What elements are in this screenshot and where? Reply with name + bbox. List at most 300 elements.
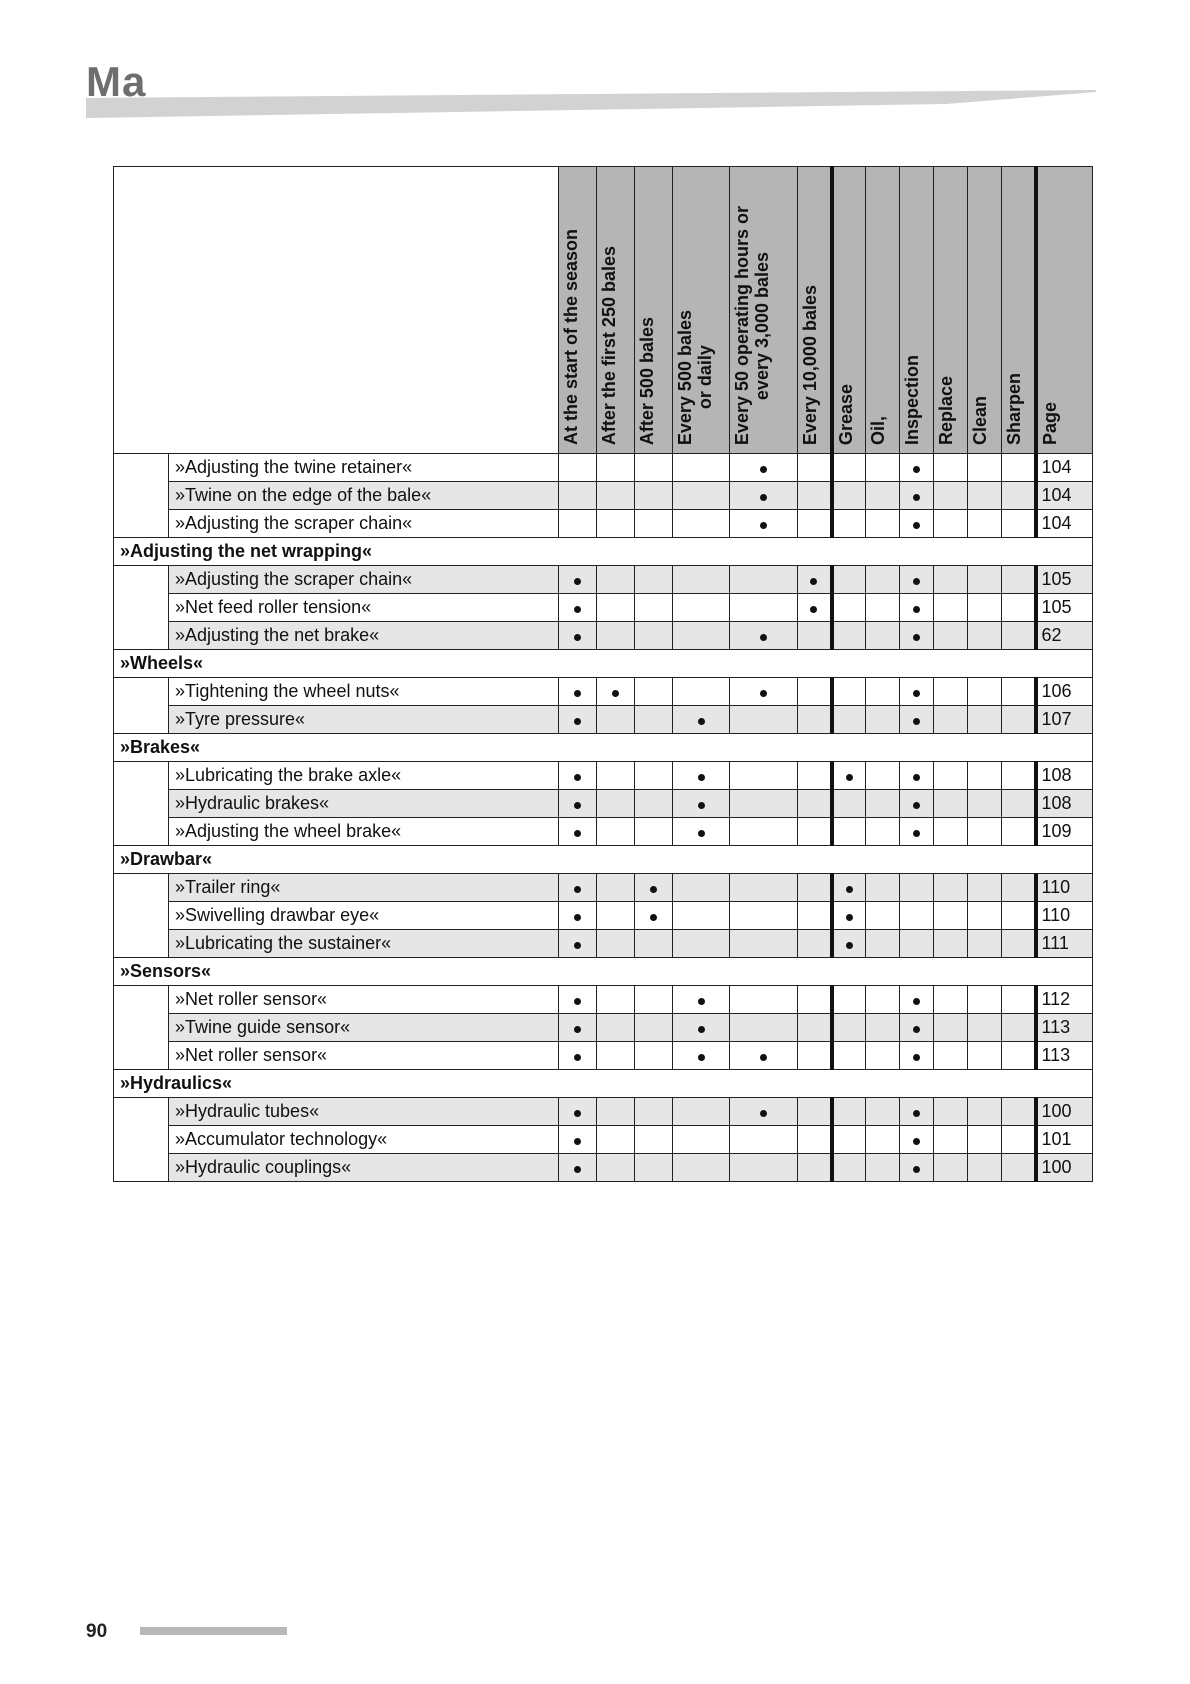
mark-cell bbox=[673, 1042, 730, 1070]
mark-cell bbox=[900, 482, 934, 510]
mark-cell bbox=[673, 1014, 730, 1042]
table-row bbox=[114, 1154, 1093, 1182]
mark-cell bbox=[968, 1098, 1002, 1126]
bullet-dot bbox=[760, 634, 767, 641]
col-header-action: Inspection bbox=[900, 167, 934, 454]
mark-cell bbox=[597, 1014, 635, 1042]
mark-cell bbox=[673, 622, 730, 650]
page-ref: 104 bbox=[1036, 454, 1093, 482]
mark-cell bbox=[635, 678, 673, 706]
mark-cell bbox=[635, 454, 673, 482]
mark-cell bbox=[635, 762, 673, 790]
bullet-dot bbox=[913, 1138, 920, 1145]
table-row bbox=[114, 594, 1093, 622]
mark-cell bbox=[1002, 706, 1036, 734]
mark-cell bbox=[673, 986, 730, 1014]
mark-cell bbox=[934, 1098, 968, 1126]
chapter-title: Ma bbox=[86, 58, 147, 105]
mark-cell bbox=[597, 1042, 635, 1070]
indent-cell bbox=[114, 1098, 169, 1182]
mark-cell bbox=[866, 902, 900, 930]
indent-cell bbox=[114, 874, 169, 958]
mark-cell bbox=[968, 622, 1002, 650]
indent-cell bbox=[114, 678, 169, 734]
bullet-dot bbox=[574, 634, 581, 641]
mark-cell bbox=[866, 1098, 900, 1126]
table-row bbox=[114, 678, 1093, 706]
mark-cell bbox=[866, 510, 900, 538]
mark-cell bbox=[968, 986, 1002, 1014]
mark-cell bbox=[559, 818, 597, 846]
table-row bbox=[114, 1014, 1093, 1042]
mark-cell bbox=[559, 510, 597, 538]
page-ref: 110 bbox=[1036, 874, 1093, 902]
table-row bbox=[114, 818, 1093, 846]
bullet-dot bbox=[810, 578, 817, 585]
mark-cell bbox=[597, 902, 635, 930]
indent-cell bbox=[114, 566, 169, 650]
mark-cell bbox=[798, 1014, 832, 1042]
mark-cell bbox=[635, 1014, 673, 1042]
page-ref: 104 bbox=[1036, 482, 1093, 510]
mark-cell bbox=[866, 790, 900, 818]
col-header-interval: At the start of the season bbox=[559, 167, 597, 454]
mark-cell bbox=[832, 818, 866, 846]
task-label: »Twine on the edge of the bale« bbox=[169, 482, 559, 510]
mark-cell bbox=[900, 1154, 934, 1182]
mark-cell bbox=[597, 986, 635, 1014]
mark-cell bbox=[730, 874, 798, 902]
bullet-dot bbox=[574, 690, 581, 697]
table-row bbox=[114, 762, 1093, 790]
task-label: »Accumulator technology« bbox=[169, 1126, 559, 1154]
mark-cell bbox=[559, 1042, 597, 1070]
mark-cell bbox=[730, 1098, 798, 1126]
mark-cell bbox=[934, 1014, 968, 1042]
mark-cell bbox=[866, 874, 900, 902]
bullet-dot bbox=[913, 494, 920, 501]
bullet-dot bbox=[913, 998, 920, 1005]
page-ref: 110 bbox=[1036, 902, 1093, 930]
mark-cell bbox=[866, 818, 900, 846]
mark-cell bbox=[597, 790, 635, 818]
mark-cell bbox=[934, 1154, 968, 1182]
mark-cell bbox=[900, 986, 934, 1014]
bullet-dot bbox=[574, 774, 581, 781]
mark-cell bbox=[832, 594, 866, 622]
mark-cell bbox=[934, 762, 968, 790]
col-header-action: Grease bbox=[832, 167, 866, 454]
bullet-dot bbox=[574, 998, 581, 1005]
mark-cell bbox=[559, 930, 597, 958]
mark-cell bbox=[900, 1014, 934, 1042]
table-row bbox=[114, 454, 1093, 482]
task-label: »Tightening the wheel nuts« bbox=[169, 678, 559, 706]
mark-cell bbox=[832, 510, 866, 538]
bullet-dot bbox=[698, 1026, 705, 1033]
mark-cell bbox=[597, 874, 635, 902]
mark-cell bbox=[832, 1042, 866, 1070]
mark-cell bbox=[798, 622, 832, 650]
mark-cell bbox=[673, 510, 730, 538]
section-title: »Hydraulics« bbox=[114, 1070, 1093, 1098]
bullet-dot bbox=[612, 690, 619, 697]
mark-cell bbox=[1002, 818, 1036, 846]
page-ref: 62 bbox=[1036, 622, 1093, 650]
mark-cell bbox=[934, 790, 968, 818]
mark-cell bbox=[673, 678, 730, 706]
mark-cell bbox=[1002, 874, 1036, 902]
bullet-dot bbox=[913, 1054, 920, 1061]
bullet-dot bbox=[574, 1026, 581, 1033]
section-header-row bbox=[114, 1070, 1093, 1098]
section-title: »Sensors« bbox=[114, 958, 1093, 986]
page-ref: 113 bbox=[1036, 1014, 1093, 1042]
mark-cell bbox=[673, 902, 730, 930]
bullet-dot bbox=[913, 830, 920, 837]
indent-cell bbox=[114, 762, 169, 846]
mark-cell bbox=[832, 678, 866, 706]
mark-cell bbox=[900, 874, 934, 902]
mark-cell bbox=[559, 566, 597, 594]
section-header-row bbox=[114, 846, 1093, 874]
task-label: »Adjusting the scraper chain« bbox=[169, 510, 559, 538]
col-header-interval: Every 500 bales or daily bbox=[673, 167, 730, 454]
page-ref: 107 bbox=[1036, 706, 1093, 734]
mark-cell bbox=[900, 1042, 934, 1070]
mark-cell bbox=[597, 1154, 635, 1182]
mark-cell bbox=[1002, 594, 1036, 622]
page-ref: 104 bbox=[1036, 510, 1093, 538]
mark-cell bbox=[934, 482, 968, 510]
bullet-dot bbox=[913, 606, 920, 613]
mark-cell bbox=[798, 482, 832, 510]
section-title: »Drawbar« bbox=[114, 846, 1093, 874]
bullet-dot bbox=[574, 830, 581, 837]
mark-cell bbox=[635, 874, 673, 902]
mark-cell bbox=[635, 566, 673, 594]
bullet-dot bbox=[574, 1138, 581, 1145]
mark-cell bbox=[597, 678, 635, 706]
mark-cell bbox=[934, 1042, 968, 1070]
bullet-dot bbox=[846, 914, 853, 921]
task-label: »Swivelling drawbar eye« bbox=[169, 902, 559, 930]
mark-cell bbox=[934, 566, 968, 594]
mark-cell bbox=[559, 902, 597, 930]
bullet-dot bbox=[846, 886, 853, 893]
mark-cell bbox=[900, 706, 934, 734]
bullet-dot bbox=[650, 914, 657, 921]
bullet-dot bbox=[913, 1166, 920, 1173]
header-blank-cell bbox=[114, 167, 559, 454]
mark-cell bbox=[900, 454, 934, 482]
mark-cell bbox=[866, 566, 900, 594]
mark-cell bbox=[968, 762, 1002, 790]
mark-cell bbox=[798, 510, 832, 538]
page-ref: 106 bbox=[1036, 678, 1093, 706]
mark-cell bbox=[597, 566, 635, 594]
mark-cell bbox=[900, 510, 934, 538]
mark-cell bbox=[673, 930, 730, 958]
table-row bbox=[114, 706, 1093, 734]
mark-cell bbox=[597, 706, 635, 734]
mark-cell bbox=[866, 706, 900, 734]
mark-cell bbox=[832, 1098, 866, 1126]
bullet-dot bbox=[574, 1166, 581, 1173]
task-label: »Net roller sensor« bbox=[169, 986, 559, 1014]
mark-cell bbox=[798, 1126, 832, 1154]
mark-cell bbox=[866, 1014, 900, 1042]
mark-cell bbox=[968, 874, 1002, 902]
mark-cell bbox=[832, 454, 866, 482]
mark-cell bbox=[635, 930, 673, 958]
mark-cell bbox=[1002, 566, 1036, 594]
footer-bar bbox=[140, 1627, 287, 1635]
mark-cell bbox=[798, 1042, 832, 1070]
table-row bbox=[114, 986, 1093, 1014]
mark-cell bbox=[900, 902, 934, 930]
mark-cell bbox=[900, 1126, 934, 1154]
mark-cell bbox=[559, 1154, 597, 1182]
section-header-row bbox=[114, 650, 1093, 678]
mark-cell bbox=[1002, 1154, 1036, 1182]
mark-cell bbox=[730, 454, 798, 482]
mark-cell bbox=[597, 510, 635, 538]
mark-cell bbox=[635, 986, 673, 1014]
mark-cell bbox=[798, 874, 832, 902]
section-header-row bbox=[114, 538, 1093, 566]
mark-cell bbox=[559, 622, 597, 650]
mark-cell bbox=[635, 902, 673, 930]
task-label: »Adjusting the wheel brake« bbox=[169, 818, 559, 846]
mark-cell bbox=[934, 818, 968, 846]
mark-cell bbox=[1002, 930, 1036, 958]
bullet-dot bbox=[574, 914, 581, 921]
mark-cell bbox=[900, 790, 934, 818]
bullet-dot bbox=[698, 1054, 705, 1061]
mark-cell bbox=[798, 678, 832, 706]
header-band bbox=[86, 90, 1096, 120]
page-ref: 111 bbox=[1036, 930, 1093, 958]
mark-cell bbox=[798, 986, 832, 1014]
mark-cell bbox=[730, 930, 798, 958]
mark-cell bbox=[866, 622, 900, 650]
mark-cell bbox=[798, 454, 832, 482]
task-label: »Adjusting the net brake« bbox=[169, 622, 559, 650]
mark-cell bbox=[968, 510, 1002, 538]
page-ref: 105 bbox=[1036, 566, 1093, 594]
col-header-interval: After 500 bales bbox=[635, 167, 673, 454]
mark-cell bbox=[597, 1126, 635, 1154]
mark-cell bbox=[866, 762, 900, 790]
mark-cell bbox=[730, 1014, 798, 1042]
mark-cell bbox=[635, 818, 673, 846]
mark-cell bbox=[730, 622, 798, 650]
table-row bbox=[114, 930, 1093, 958]
mark-cell bbox=[832, 986, 866, 1014]
page-ref: 108 bbox=[1036, 762, 1093, 790]
table-row bbox=[114, 874, 1093, 902]
task-label: »Net roller sensor« bbox=[169, 1042, 559, 1070]
mark-cell bbox=[968, 678, 1002, 706]
bullet-dot bbox=[913, 774, 920, 781]
bullet-dot bbox=[574, 942, 581, 949]
mark-cell bbox=[673, 874, 730, 902]
mark-cell bbox=[968, 1042, 1002, 1070]
page-ref: 109 bbox=[1036, 818, 1093, 846]
section-title: »Wheels« bbox=[114, 650, 1093, 678]
mark-cell bbox=[1002, 482, 1036, 510]
mark-cell bbox=[559, 678, 597, 706]
section-title: »Brakes« bbox=[114, 734, 1093, 762]
mark-cell bbox=[798, 902, 832, 930]
mark-cell bbox=[866, 482, 900, 510]
mark-cell bbox=[1002, 790, 1036, 818]
page-ref: 105 bbox=[1036, 594, 1093, 622]
bullet-dot bbox=[846, 774, 853, 781]
task-label: »Adjusting the scraper chain« bbox=[169, 566, 559, 594]
table-row bbox=[114, 790, 1093, 818]
task-label: »Hydraulic brakes« bbox=[169, 790, 559, 818]
mark-cell bbox=[866, 594, 900, 622]
col-header-interval: Every 50 operating hours or every 3,000 bales bbox=[730, 167, 798, 454]
mark-cell bbox=[968, 706, 1002, 734]
mark-cell bbox=[900, 930, 934, 958]
mark-cell bbox=[730, 566, 798, 594]
task-label: »Twine guide sensor« bbox=[169, 1014, 559, 1042]
mark-cell bbox=[635, 1126, 673, 1154]
bullet-dot bbox=[574, 578, 581, 585]
mark-cell bbox=[673, 818, 730, 846]
mark-cell bbox=[832, 482, 866, 510]
mark-cell bbox=[730, 1154, 798, 1182]
page-ref: 113 bbox=[1036, 1042, 1093, 1070]
mark-cell bbox=[635, 1098, 673, 1126]
table-row bbox=[114, 902, 1093, 930]
mark-cell bbox=[798, 762, 832, 790]
bullet-dot bbox=[760, 1110, 767, 1117]
task-label: »Trailer ring« bbox=[169, 874, 559, 902]
mark-cell bbox=[597, 454, 635, 482]
bullet-dot bbox=[698, 998, 705, 1005]
indent-cell bbox=[114, 986, 169, 1070]
table-row bbox=[114, 1098, 1093, 1126]
mark-cell bbox=[968, 454, 1002, 482]
bullet-dot bbox=[913, 802, 920, 809]
section-header-row bbox=[114, 958, 1093, 986]
mark-cell bbox=[673, 706, 730, 734]
mark-cell bbox=[798, 1098, 832, 1126]
section-title: »Adjusting the net wrapping« bbox=[114, 538, 1093, 566]
mark-cell bbox=[968, 1154, 1002, 1182]
mark-cell bbox=[968, 566, 1002, 594]
col-header-page: Page bbox=[1036, 167, 1093, 454]
task-label: »Hydraulic tubes« bbox=[169, 1098, 559, 1126]
page-ref: 101 bbox=[1036, 1126, 1093, 1154]
bullet-dot bbox=[760, 494, 767, 501]
mark-cell bbox=[597, 930, 635, 958]
mark-cell bbox=[730, 986, 798, 1014]
bullet-dot bbox=[760, 1054, 767, 1061]
mark-cell bbox=[1002, 1014, 1036, 1042]
bullet-dot bbox=[913, 1026, 920, 1033]
mark-cell bbox=[559, 1126, 597, 1154]
mark-cell bbox=[635, 1154, 673, 1182]
mark-cell bbox=[730, 706, 798, 734]
bullet-dot bbox=[650, 886, 657, 893]
col-header-action: Oil, bbox=[866, 167, 900, 454]
mark-cell bbox=[866, 454, 900, 482]
mark-cell bbox=[597, 1098, 635, 1126]
mark-cell bbox=[673, 594, 730, 622]
bullet-dot bbox=[760, 690, 767, 697]
mark-cell bbox=[635, 1042, 673, 1070]
mark-cell bbox=[900, 622, 934, 650]
mark-cell bbox=[798, 594, 832, 622]
mark-cell bbox=[673, 482, 730, 510]
mark-cell bbox=[934, 678, 968, 706]
mark-cell bbox=[968, 818, 1002, 846]
page-number: 90 bbox=[86, 1621, 108, 1642]
mark-cell bbox=[559, 706, 597, 734]
bullet-dot bbox=[913, 634, 920, 641]
bullet-dot bbox=[810, 606, 817, 613]
mark-cell bbox=[730, 482, 798, 510]
mark-cell bbox=[798, 1154, 832, 1182]
mark-cell bbox=[866, 1126, 900, 1154]
mark-cell bbox=[730, 594, 798, 622]
mark-cell bbox=[900, 678, 934, 706]
mark-cell bbox=[597, 482, 635, 510]
mark-cell bbox=[673, 454, 730, 482]
col-header-interval: After the first 250 bales bbox=[597, 167, 635, 454]
mark-cell bbox=[635, 706, 673, 734]
bullet-dot bbox=[574, 886, 581, 893]
mark-cell bbox=[832, 622, 866, 650]
page-ref: 108 bbox=[1036, 790, 1093, 818]
mark-cell bbox=[635, 482, 673, 510]
mark-cell bbox=[900, 1098, 934, 1126]
mark-cell bbox=[559, 790, 597, 818]
mark-cell bbox=[832, 790, 866, 818]
col-header-action: Clean bbox=[968, 167, 1002, 454]
mark-cell bbox=[1002, 622, 1036, 650]
mark-cell bbox=[832, 1014, 866, 1042]
mark-cell bbox=[968, 930, 1002, 958]
mark-cell bbox=[934, 454, 968, 482]
mark-cell bbox=[866, 986, 900, 1014]
mark-cell bbox=[597, 622, 635, 650]
bullet-dot bbox=[574, 1054, 581, 1061]
mark-cell bbox=[798, 818, 832, 846]
bullet-dot bbox=[760, 522, 767, 529]
bullet-dot bbox=[574, 1110, 581, 1117]
col-header-action: Sharpen bbox=[1002, 167, 1036, 454]
table-row bbox=[114, 566, 1093, 594]
mark-cell bbox=[673, 762, 730, 790]
mark-cell bbox=[968, 1014, 1002, 1042]
mark-cell bbox=[900, 566, 934, 594]
mark-cell bbox=[1002, 1098, 1036, 1126]
maintenance-table bbox=[113, 166, 1093, 1182]
mark-cell bbox=[730, 1126, 798, 1154]
mark-cell bbox=[866, 930, 900, 958]
mark-cell bbox=[730, 1042, 798, 1070]
page-ref: 100 bbox=[1036, 1154, 1093, 1182]
mark-cell bbox=[934, 622, 968, 650]
mark-cell bbox=[597, 762, 635, 790]
mark-cell bbox=[1002, 678, 1036, 706]
